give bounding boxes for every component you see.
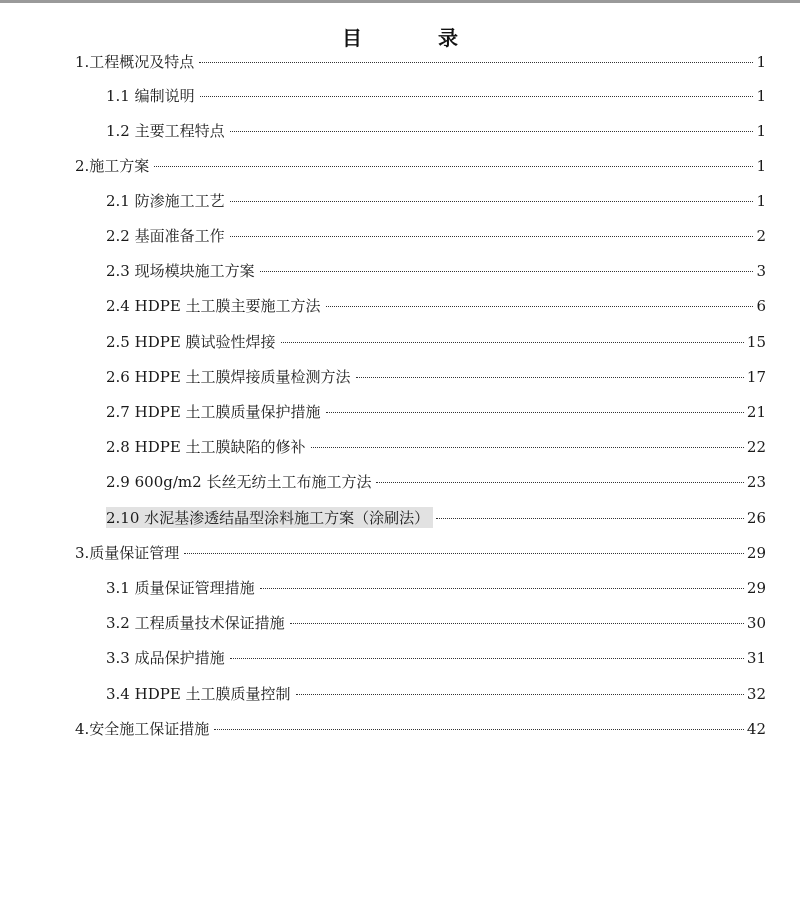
toc-entry-text: 1.工程概况及特点 [75,53,195,71]
dot-leader [200,96,754,97]
toc-entry-page: 1 [756,53,766,71]
toc-entry-page: 17 [746,368,766,386]
dot-leader [436,518,744,519]
toc-entry-page: 3 [756,262,766,280]
toc-entry-page: 23 [746,473,766,491]
dot-leader [199,62,753,63]
dot-leader [230,236,754,237]
dot-leader [281,342,744,343]
toc-entry-page: 42 [746,720,766,738]
dot-leader [376,482,743,483]
toc-entry-page: 1 [756,192,766,210]
toc-entry-2-6[interactable] [106,366,766,396]
toc-entry-page: 15 [746,333,766,351]
dot-leader [230,658,744,659]
toc-entry-3-2[interactable] [106,612,766,642]
toc-entry-text: 2.1 防渗施工工艺 [106,192,225,210]
toc-entry-text: 2.7 HDPE 土工膜质量保护措施 [106,403,321,421]
toc-entry-text: 4.安全施工保证措施 [75,720,210,738]
top-border [0,0,800,3]
toc-entry-4[interactable] [75,718,766,748]
dot-leader [230,131,754,132]
toc-entry-1[interactable] [75,51,766,81]
toc-entry-text: 2.2 基面准备工作 [106,227,225,245]
toc-entry-text: 2.4 HDPE 土工膜主要施工方法 [106,297,321,315]
toc-entry-page: 22 [746,438,766,456]
dot-leader [296,694,744,695]
toc-entry-page: 29 [746,579,766,597]
dot-leader [311,447,744,448]
toc-entry-2-7[interactable] [106,401,766,431]
toc-entry-2-2[interactable] [106,225,766,255]
toc-entry-text: 2.施工方案 [75,157,150,175]
toc-entry-page: 29 [746,544,766,562]
dot-leader [230,201,754,202]
toc-entry-text: 3.1 质量保证管理措施 [106,579,255,597]
toc-entry-2-8[interactable] [106,436,766,466]
toc-entry-page: 26 [746,509,766,527]
dot-leader [326,412,744,413]
toc-entry-2-5[interactable] [106,331,766,361]
toc-entry-page: 1 [756,122,766,140]
dot-leader [326,306,754,307]
toc-entry-page: 21 [746,403,766,421]
toc-entry-text: 3.2 工程质量技术保证措施 [106,614,285,632]
toc-entry-3-1[interactable] [106,577,766,607]
toc-entry-3-3[interactable] [106,647,766,677]
toc-entry-2-1[interactable] [106,190,766,220]
toc-entry-2-3[interactable] [106,260,766,290]
toc-entry-3[interactable] [75,542,766,572]
toc-entry-2-9[interactable] [106,471,766,501]
toc-entry-page: 6 [756,297,766,315]
dot-leader [260,588,744,589]
toc-entry-page: 30 [746,614,766,632]
dot-leader [356,377,744,378]
toc-entry-text: 1.1 编制说明 [106,87,195,105]
toc-entry-text: 1.2 主要工程特点 [106,122,225,140]
toc-entry-text: 2.8 HDPE 土工膜缺陷的修补 [106,438,306,456]
toc-entry-text: 3.3 成品保护措施 [106,649,225,667]
toc-entry-page: 1 [756,157,766,175]
toc-entry-text: 3.4 HDPE 土工膜质量控制 [106,685,291,703]
toc-entry-page: 1 [756,87,766,105]
toc-entry-text: 2.3 现场模块施工方案 [106,262,255,280]
dot-leader [214,729,744,730]
dot-leader [260,271,754,272]
toc-entry-text: 3.质量保证管理 [75,544,180,562]
toc-entry-1-1[interactable] [106,85,766,115]
toc-entry-2-4[interactable] [106,295,766,325]
toc-entry-3-4[interactable] [106,683,766,713]
toc-entry-page: 2 [756,227,766,245]
dot-leader [184,553,744,554]
dot-leader [154,166,753,167]
page-title: 目 录 [342,26,486,50]
toc-entry-2[interactable] [75,155,766,185]
toc-entry-1-2[interactable] [106,120,766,150]
toc-entry-text: 2.6 HDPE 土工膜焊接质量检测方法 [106,368,351,386]
toc-entry-text: 2.9 600g/m2 长丝无纺土工布施工方法 [106,473,372,491]
toc-entry-page: 32 [746,685,766,703]
dot-leader [290,623,744,624]
toc-entry-2-10[interactable] [106,507,766,537]
toc-entry-text: 2.5 HDPE 膜试验性焊接 [106,333,276,351]
toc-entry-page: 31 [746,649,766,667]
toc-entry-text-highlighted: 2.10 水泥基渗透结晶型涂料施工方案（涂刷法） [106,507,433,528]
